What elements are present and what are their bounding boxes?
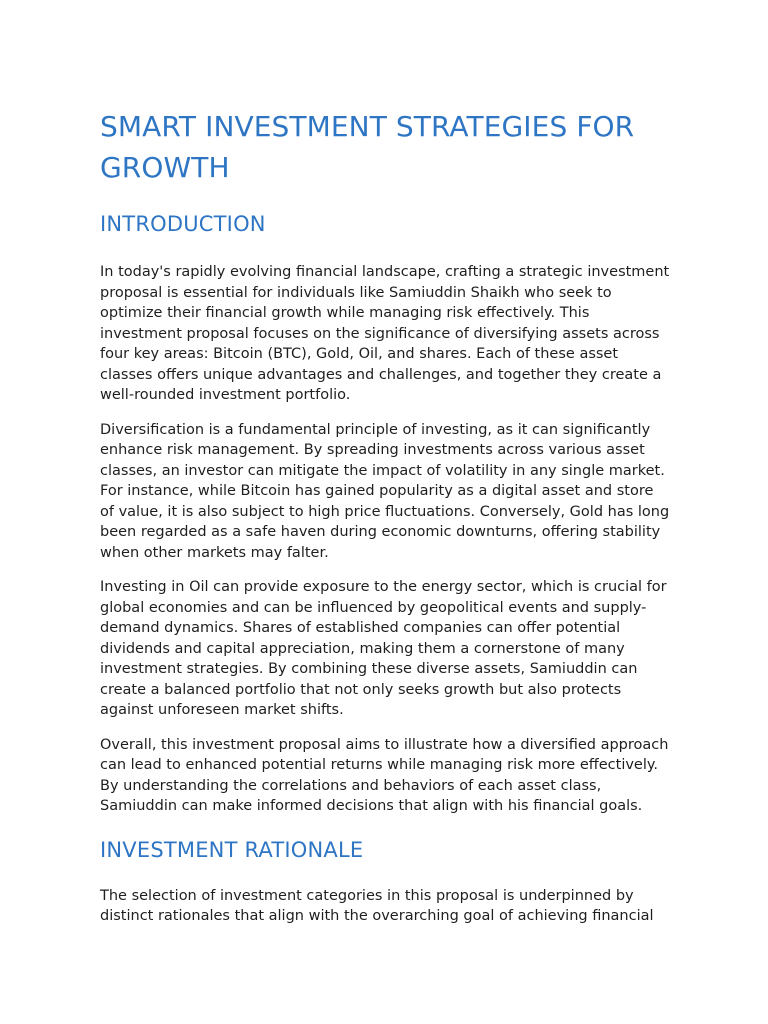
- paragraph: In today's rapidly evolving financial landscape, crafting a strategic investment proposal is essential for individuals like Samiuddin Shaikh who seek to optimize their financial growth while managing risk effectively. This investment proposal focuses on the significance of diversifying assets across four key areas: Bitcoin (BTC), Gold, Oil, and shares. Each of these asset classes offers unique advantages and challenges, and together they create a well-rounded investment portfolio.: [100, 264, 670, 403]
- section-heading-introduction: INTRODUCTION: [100, 212, 266, 236]
- paragraph: Diversification is a fundamental principle of investing, as it can significantly enhance risk management. By spreading investments across various asset classes, an investor can mitigate the impact of volatility in any single market. For instance, while Bitcoin has gained popularity as a digital asset and store of value, it is also subject to high price fluctuations. Conversely, Gold has long been regarded as a safe haven during economic downturns, offering stability when other markets may falter.: [100, 421, 670, 561]
- document-page: [100, 106, 670, 941]
- section-heading-investment-rationale: INVESTMENT RATIONALE: [100, 837, 364, 862]
- paragraph: Overall, this investment proposal aims to illustrate how a diversified approach can lead to enhanced potential returns while managing risk more effectively. By understanding the correlations and behaviors of each asset class, Samiuddin can make informed decisions that align with his financial goals.: [100, 736, 669, 814]
- paragraph: The selection of investment categories in this proposal is underpinned by distinct rationales that align with the overarching goal of achieving financial: [100, 887, 654, 924]
- paragraph: Investing in Oil can provide exposure to the energy sector, which is crucial for global economies and can be influenced by geopolitical events and supply-demand dynamics. Shares of established companies can offer potential dividends and capital appreciation, making them a cornerstone of many investment strategies. By combining these diverse assets, Samiuddin can create a balanced portfolio that not only seeks growth but also protects against unforeseen market shifts.: [100, 579, 667, 718]
- document-title: SMART INVESTMENT STRATEGIES FOR GROWTH: [100, 110, 635, 184]
